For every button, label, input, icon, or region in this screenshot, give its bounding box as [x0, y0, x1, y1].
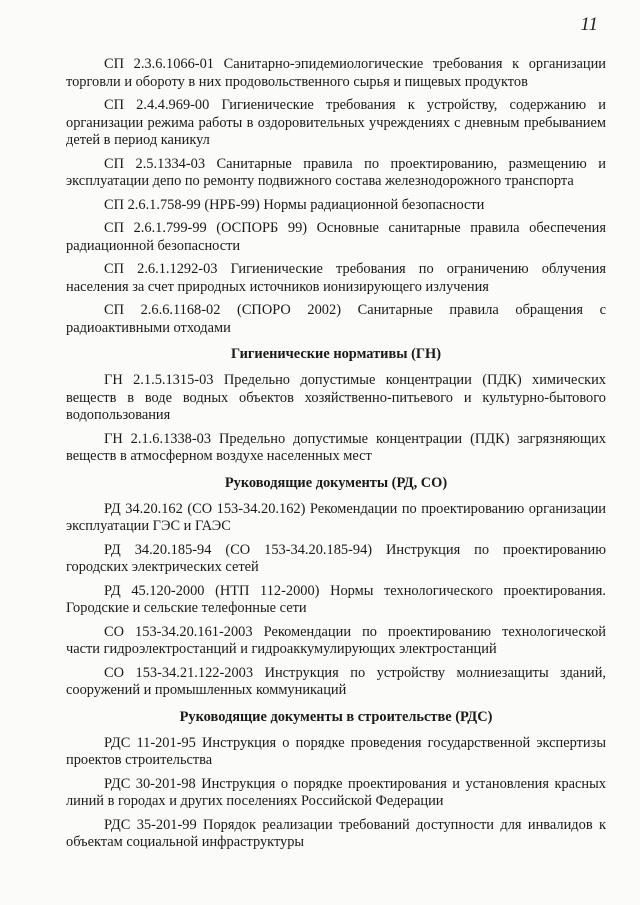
- list-item: СП 2.6.1.1292-03 Гигиенические требования по ограничению облучения населения за счет природных источников ионизирующего излучения: [66, 261, 606, 295]
- document-body: [66, 56, 606, 858]
- list-item: СП 2.5.1334-03 Санитарные правила по проектированию, размещению и эксплуатации депо по ремонту подвижного состава железнодорожного транспорта: [66, 155, 606, 189]
- intro-list: [66, 56, 606, 337]
- list-item: СП 2.6.1.758-99 (НРБ-99) Нормы радиационной безопасности: [104, 196, 485, 213]
- list-item: СП 2.6.6.1168-02 (СПОРО 2002) Санитарные правила обращения с радиоактивными отходами: [66, 302, 606, 336]
- list-item: РДС 11-201-95 Инструкция о порядке проведения государственной экспертизы проектов строительства: [66, 734, 606, 768]
- section-heading: Руководящие документы в строительстве (РДС): [179, 708, 493, 725]
- section-heading: Гигиенические нормативы (ГН): [230, 346, 442, 362]
- list-item: ГН 2.1.5.1315-03 Предельно допустимые концентрации (ПДК) химических веществ в воде водных объектов хозяйственно-питьевого и культурно-бытового водопользования: [66, 372, 606, 423]
- page-number: 11: [580, 14, 598, 35]
- list-item: СП 2.6.1.799-99 (ОСПОРБ 99) Основные санитарные правила обеспечения радиационной безопасности: [66, 220, 606, 254]
- section-guidance-documents: [66, 474, 606, 700]
- section-hygienic-norms: [66, 345, 606, 466]
- list-item: РД 34.20.185-94 (СО 153-34.20.185-94) Инструкция по проектированию городских электрических сетей: [66, 541, 606, 575]
- section-construction-guidance: [66, 708, 606, 852]
- list-item: СО 153-34.20.161-2003 Рекомендации по проектированию технологической части гидроэлектростанций и гидроаккумулирующих электростанций: [66, 623, 606, 657]
- list-item: РД 45.120-2000 (НТП 112-2000) Нормы технологического проектирования. Городские и сельские телефонные сети: [66, 582, 606, 616]
- list-item: ГН 2.1.6.1338-03 Предельно допустимые концентрации (ПДК) загрязняющих веществ в атмосферном воздухе населенных мест: [66, 430, 606, 464]
- list-item: РД 34.20.162 (СО 153-34.20.162) Рекомендации по проектированию организации эксплуатации ГЭС и ГАЭС: [66, 500, 606, 534]
- list-item: РДС 30-201-98 Инструкция о порядке проектирования и установления красных линий в городах и других поселениях Российской Федерации: [66, 775, 606, 809]
- list-item: СО 153-34.21.122-2003 Инструкция по устройству молниезащиты зданий, сооружений и промышленных коммуникаций: [66, 664, 606, 698]
- section-heading: Руководящие документы (РД, СО): [224, 474, 448, 491]
- list-item: РДС 35-201-99 Порядок реализации требований доступности для инвалидов к объектам социальной инфраструктуры: [66, 816, 606, 850]
- list-item: СП 2.4.4.969-00 Гигиенические требования к устройству, содержанию и организации режима работы в оздоровительных учреждениях с дневным пребыванием детей в период каникул: [66, 97, 606, 148]
- list-item: СП 2.3.6.1066-01 Санитарно-эпидемиологические требования к организации торговли и обороту в них продовольственного сырья и пищевых продуктов: [66, 56, 606, 90]
